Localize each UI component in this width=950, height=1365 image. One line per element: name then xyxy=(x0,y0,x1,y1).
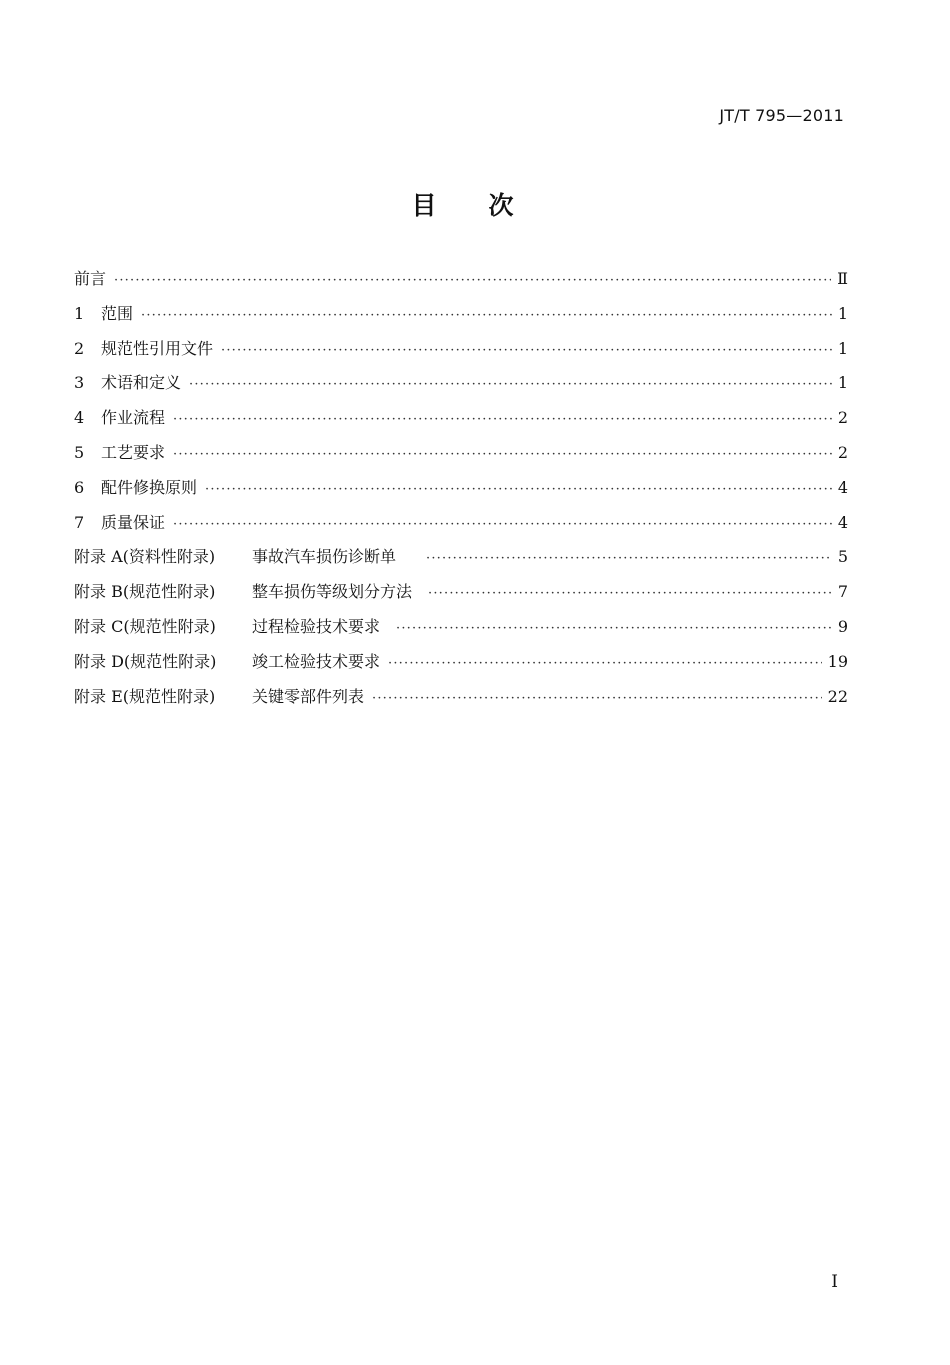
toc-appendix-id: 附录 E(规范性附录) xyxy=(74,686,216,706)
toc-entry-page: 19 xyxy=(827,651,848,671)
toc-entry-appendix-b[interactable] xyxy=(74,579,848,614)
toc-entry-label: 1 范围 xyxy=(74,303,134,323)
standard-code: JT/T 795—2011 xyxy=(719,106,844,125)
toc-entry-number: 4 xyxy=(74,408,85,428)
toc-entry-page: 1 xyxy=(837,303,848,323)
toc-appendix-id: 附录 A(资料性附录) xyxy=(74,547,216,567)
toc-leader-dots xyxy=(173,517,832,532)
toc-entry-page: 22 xyxy=(827,686,848,706)
toc-entry-5[interactable] xyxy=(74,440,848,475)
toc-leader-dots xyxy=(221,343,832,358)
toc-entry-4[interactable] xyxy=(74,405,848,440)
toc-entry-number: 7 xyxy=(74,512,85,532)
toc-entry-1[interactable] xyxy=(74,301,848,336)
toc-entry-appendix-a[interactable] xyxy=(74,544,848,579)
toc-entry-label: 附录 D(规范性附录) 竣工检验技术要求 xyxy=(74,649,388,672)
toc-entry-label: 2 规范性引用文件 xyxy=(74,338,214,358)
page-title-char-1: 目 xyxy=(411,191,437,220)
toc-entry-3[interactable] xyxy=(74,370,848,405)
page-number: I xyxy=(831,1272,838,1292)
toc-entry-appendix-c[interactable] xyxy=(74,614,848,649)
page-title xyxy=(0,186,925,222)
toc-entry-6[interactable] xyxy=(74,475,848,510)
toc-entry-2[interactable] xyxy=(74,336,848,371)
toc-entry-label: 附录 B(规范性附录) 整车损伤等级划分方法 xyxy=(74,579,420,602)
toc-leader-dots xyxy=(173,447,832,462)
toc-leader-dots xyxy=(141,308,832,323)
toc-appendix-id: 附录 C(规范性附录) xyxy=(74,616,216,636)
toc-entry-page: 2 xyxy=(837,442,848,462)
toc-entry-label: 6 配件修换原则 xyxy=(74,477,198,497)
toc-entry-7[interactable] xyxy=(74,510,848,545)
page-title-char-2: 次 xyxy=(488,191,514,220)
toc-entry-label: 3 术语和定义 xyxy=(74,373,182,393)
toc-leader-dots xyxy=(205,482,832,497)
toc-appendix-id: 附录 B(规范性附录) xyxy=(74,582,216,602)
table-of-contents xyxy=(74,266,848,718)
toc-entry-number: 2 xyxy=(74,338,85,358)
toc-entry-page: 4 xyxy=(837,512,848,532)
toc-entry-page: 1 xyxy=(837,373,848,393)
toc-appendix-id: 附录 D(规范性附录) xyxy=(74,651,217,671)
toc-leader-dots xyxy=(189,377,832,392)
toc-leader-dots xyxy=(372,691,822,706)
toc-entry-label: 附录 C(规范性附录) 过程检验技术要求 xyxy=(74,614,388,637)
toc-entry-page: 7 xyxy=(837,582,848,602)
toc-entry-appendix-e[interactable] xyxy=(74,684,848,719)
toc-leader-dots xyxy=(114,273,831,288)
toc-entry-appendix-d[interactable] xyxy=(74,649,848,684)
toc-entry-page: Ⅱ xyxy=(837,269,848,288)
toc-entry-label: 5 工艺要求 xyxy=(74,442,166,462)
toc-entry-number: 3 xyxy=(74,373,85,393)
toc-leader-dots xyxy=(388,621,832,636)
toc-leader-dots xyxy=(420,586,832,601)
toc-entry-number: 1 xyxy=(74,303,85,323)
toc-entry-page: 4 xyxy=(837,477,848,497)
toc-entry-label: 附录 E(规范性附录) 关键零部件列表 xyxy=(74,684,372,707)
toc-leader-dots xyxy=(173,412,832,427)
toc-entry-label: 4 作业流程 xyxy=(74,408,166,428)
toc-entry-number: 5 xyxy=(74,442,85,462)
toc-entry-foreword[interactable] xyxy=(74,266,848,301)
toc-leader-dots xyxy=(388,656,822,671)
toc-leader-dots xyxy=(404,551,832,566)
toc-entry-page: 1 xyxy=(837,338,848,358)
toc-entry-page: 9 xyxy=(837,616,848,636)
toc-entry-label: 7 质量保证 xyxy=(74,512,166,532)
toc-entry-number: 6 xyxy=(74,477,85,497)
toc-entry-page: 2 xyxy=(837,408,848,428)
toc-entry-page: 5 xyxy=(837,547,848,567)
toc-entry-label: 前言 xyxy=(74,269,107,288)
toc-entry-label: 附录 A(资料性附录) 事故汽车损伤诊断单 xyxy=(74,544,404,567)
